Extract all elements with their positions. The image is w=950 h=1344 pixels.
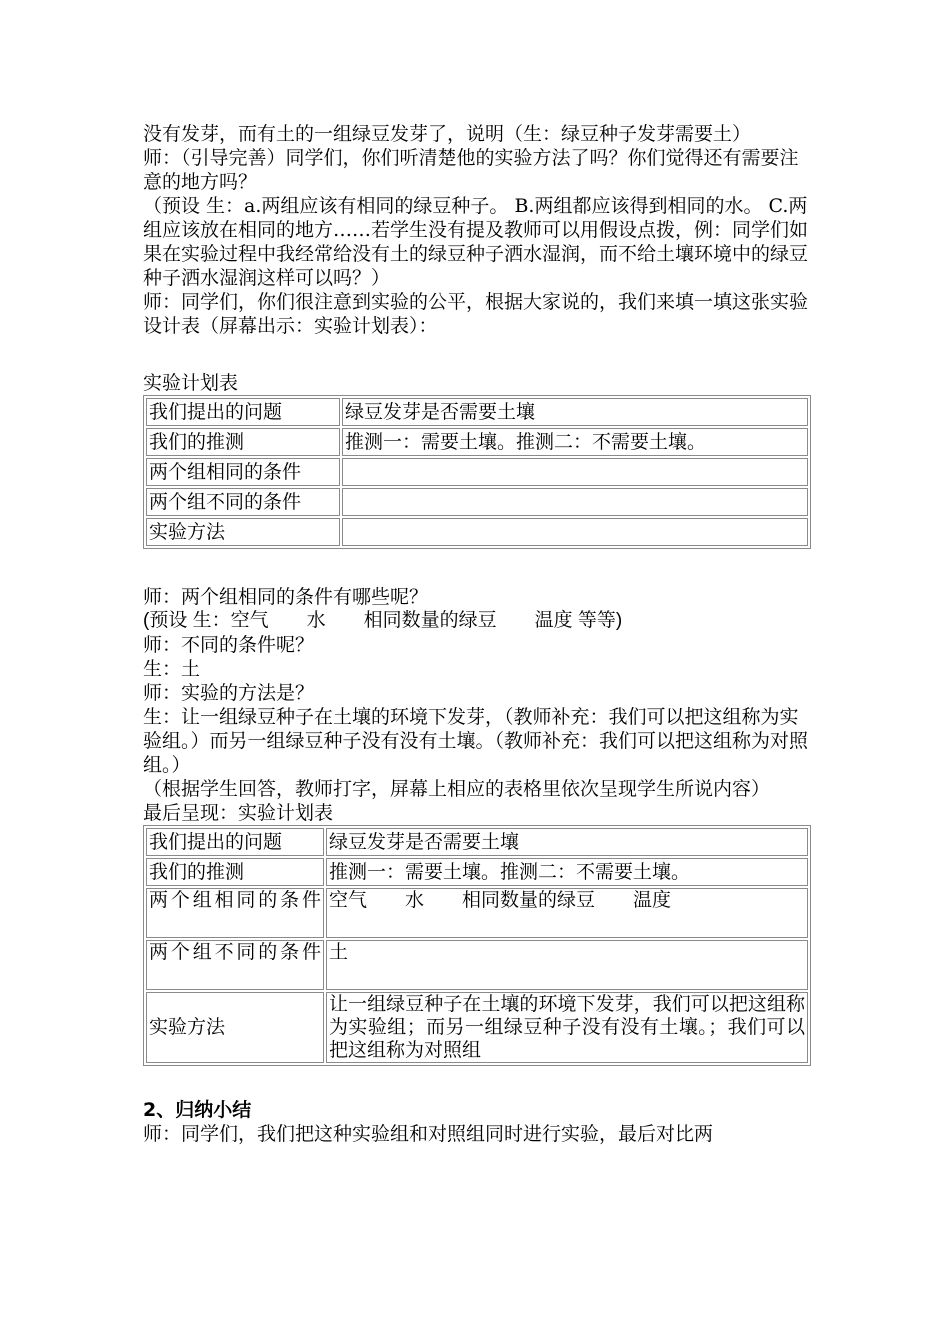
table-row (146, 428, 808, 456)
row-value: 推测一：需要土壤。推测二：不需要土壤。 (326, 858, 808, 886)
table-row (146, 940, 808, 990)
spacer (143, 549, 811, 585)
paragraph: 师：同学们，我们把这种实验组和对照组同时进行实验，最后对比两 (143, 1123, 714, 1145)
row-label: 实验方法 (146, 518, 340, 546)
row-label: 我们的推测 (146, 858, 324, 886)
row-value: 土 (326, 940, 808, 990)
row-value (342, 488, 808, 516)
document-page (143, 122, 811, 1146)
table-row (146, 488, 808, 516)
row-label: 我们的推测 (146, 428, 340, 456)
paragraph: (预设 生：空气 水 相同数量的绿豆 温度 等等) (143, 610, 623, 631)
row-value: 空气 水 相同数量的绿豆 温度 (326, 888, 808, 938)
row-value: 绿豆发芽是否需要土壤 (342, 398, 808, 426)
row-label: 我们提出的问题 (146, 828, 324, 856)
spacer (143, 338, 811, 371)
experiment-plan-table (143, 395, 811, 549)
paragraph: 师：实验的方法是？ (143, 682, 315, 704)
row-value (342, 518, 808, 546)
row-value: 让一组绿豆种子在土壤的环境下发芽，我们可以把这组称为实验组；而另一组绿豆种子没有没有土壤。；我们可以把这组称为对照组 (326, 992, 808, 1063)
table-row (146, 458, 808, 486)
paragraph: 师：不同的条件呢？ (143, 634, 315, 656)
row-label: 两个组不同的条件 (146, 940, 324, 990)
table-row (146, 518, 808, 546)
row-value: 绿豆发芽是否需要土壤 (326, 828, 808, 856)
section-heading: 2、归纳小结 (143, 1099, 252, 1121)
paragraph: 师：两个组相同的条件有哪些呢？ (143, 586, 429, 608)
paragraph: 最后呈现：实验计划表 (143, 802, 334, 824)
paragraph: （根据学生回答，教师打字，屏幕上相应的表格里依次呈现学生所说内容） (143, 778, 771, 800)
spacer (143, 1066, 811, 1090)
paragraph: 师：同学们，你们很注意到实验的公平，根据大家说的，我们来填一填这张实验设计表（屏幕出示：实验计划表）： (143, 291, 809, 337)
paragraph: 没有发芽，而有土的一组绿豆发芽了，说明（生：绿豆种子发芽需要土） (143, 123, 752, 145)
paragraph: 师：（引导完善）同学们，你们听清楚他的实验方法了吗？你们觉得还有需要注意的地方吗？ (143, 147, 799, 193)
table-row (146, 888, 808, 938)
table-row (146, 858, 808, 886)
final-experiment-plan-table (143, 825, 811, 1066)
paragraph: 生：让一组绿豆种子在土壤的环境下发芽，（教师补充：我们可以把这组称为实验组。）而另一组绿豆种子没有没有土壤。（教师补充：我们可以把这组称为对照组。） (143, 706, 809, 776)
table-row (146, 398, 808, 426)
row-label: 两个组不同的条件 (146, 488, 340, 516)
row-label: 两个组相同的条件 (146, 888, 324, 938)
row-label: 两个组相同的条件 (146, 458, 340, 486)
table-row (146, 828, 808, 856)
row-value (342, 458, 808, 486)
table-caption: 实验计划表 (143, 372, 239, 394)
paragraph: 生：土 (143, 658, 201, 680)
row-label: 我们提出的问题 (146, 398, 340, 426)
table-row (146, 992, 808, 1063)
row-label: 实验方法 (146, 992, 324, 1063)
row-value: 推测一：需要土壤。推测二：不需要土壤。 (342, 428, 808, 456)
paragraph: （预设 生：a.两组应该有相同的绿豆种子。 B.两组都应该得到相同的水。 C.两组应该放在相同的地方……若学生没有提及教师可以用假设点拨，例：同学们如果在实验过程中我经常给没有土的绿豆种子洒水湿润，而不给土壤环境中的绿豆种子洒水湿润这样可以吗？） (143, 195, 809, 289)
